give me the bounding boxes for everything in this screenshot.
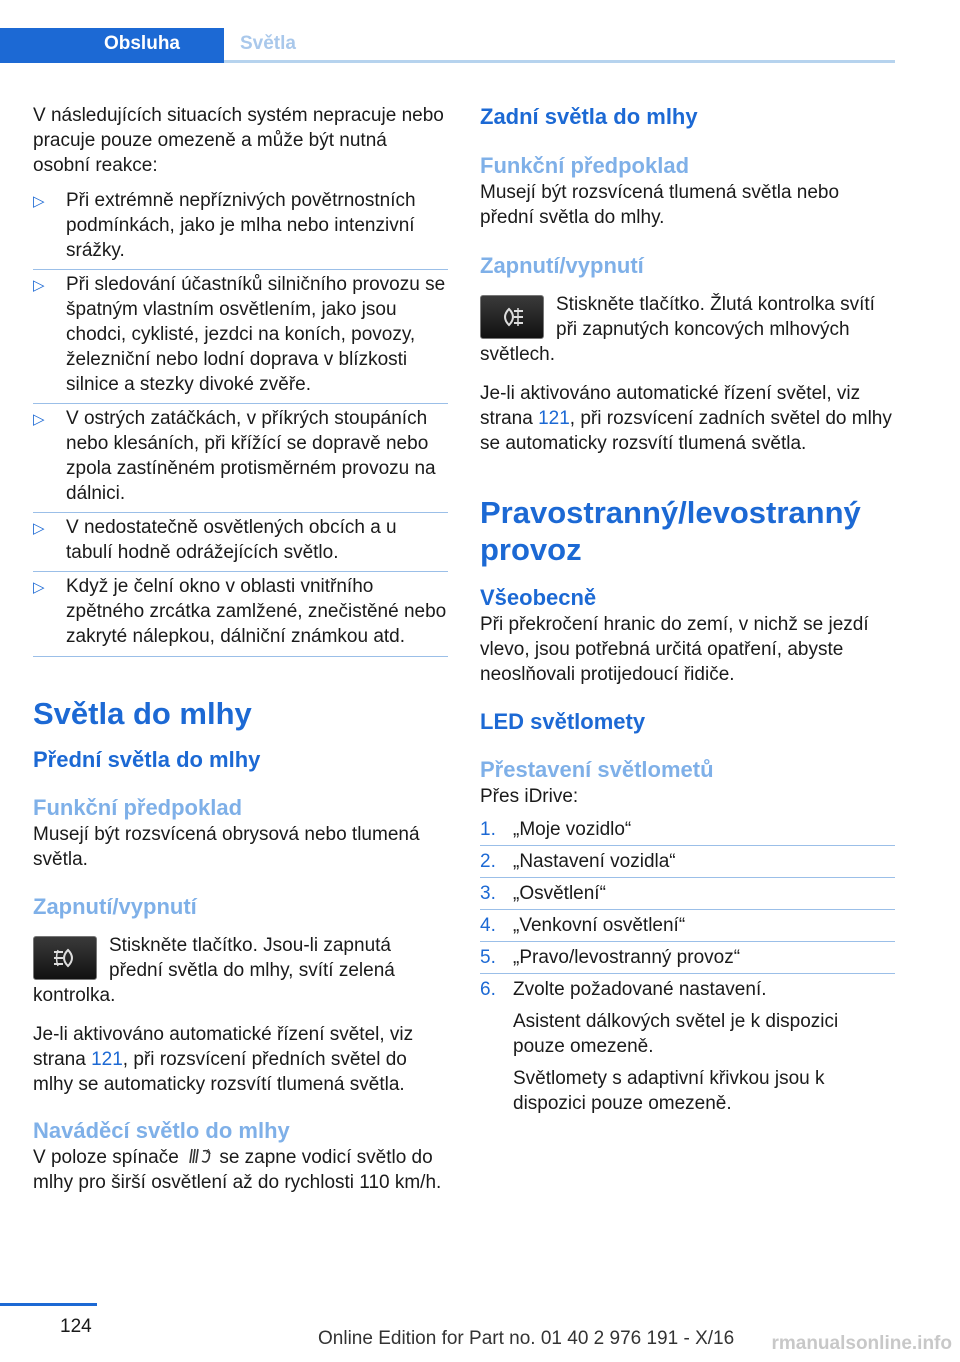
page-number: 124 — [60, 1316, 92, 1337]
footer-rule — [0, 1303, 97, 1306]
guide-light-text: V poloze spínače A se zapne vodicí světlo do mlhy pro širší osvětlení až do rychlosti 110 km/h. — [33, 1147, 442, 1193]
list-item: ▷ V ostrých zatáčkách, v příkrých stoupáních nebo klesáních, při křížící se dopravě nebo zpola zastíněném protisměrném provozu na dálnici. — [33, 404, 448, 513]
triangle-bullet-icon: ▷ — [33, 579, 45, 596]
heading-guide-light: Naváděcí světlo do mlhy — [33, 1118, 290, 1143]
onoff-front-text: Stiskněte tlačítko. Jsou-li zapnutá přední světla do mlhy, svítí zelená kontrolka. — [33, 935, 395, 1006]
triangle-bullet-icon: ▷ — [33, 411, 45, 428]
heading-onoff-front: Zapnutí/vypnutí — [33, 894, 197, 919]
note-high-beam: Asistent dálkových světel je k dispozici pouze omezeně. — [513, 1011, 839, 1057]
heading-front-fog: Přední světla do mlhy — [33, 747, 261, 772]
general-text: Při překročení hranic do zemí, v nichž se jezdí vlevo, jsou potřebná určitá opatření, abyste neoslňovali protijedoucí řidiče. — [480, 614, 869, 685]
heading-onoff-rear: Zapnutí/vypnutí — [480, 253, 644, 278]
edition-text: Online Edition for Part no. 01 40 2 976 191 - X/16 — [318, 1328, 735, 1349]
heading-adjust: Přestavení světlometů — [480, 757, 714, 782]
watermark: rmanualsonline.info — [771, 1333, 952, 1354]
triangle-bullet-icon: ▷ — [33, 520, 45, 537]
heading-rear-fog: Zadní světla do mlhy — [480, 104, 698, 129]
right-column — [480, 103, 895, 1116]
idrive-text: Přes iDrive: — [480, 786, 579, 807]
page-link-121[interactable]: 121 — [538, 408, 570, 429]
auto-rear-text: Je-li aktivováno automatické řízení světel, viz strana 121, při rozsvícení zadních světel do mlhy se automaticky rozsvítí tlumená světla. — [480, 383, 892, 454]
intro-text: V následujících situacích systém nepracuje nebo pracuje pouze omezeně a může být nutná osobní reakce: — [33, 105, 444, 176]
prereq-front-text: Musejí být rozsvícená obrysová nebo tlumená světla. — [33, 824, 420, 870]
tab-svetla[interactable]: Světla — [240, 33, 296, 54]
tab-obsluha[interactable]: Obsluha — [0, 28, 224, 63]
prereq-rear-text: Musejí být rozsvícená tlumená světla nebo přední světla do mlhy. — [480, 182, 840, 228]
list-item: 5. „Pravo/levostranný provoz“ — [480, 942, 895, 974]
triangle-bullet-icon: ▷ — [33, 193, 45, 210]
list-item: 4. „Venkovní osvětlení“ — [480, 910, 895, 942]
list-item: 6. Zvolte požadované nastavení. — [480, 979, 767, 1000]
heading-led: LED světlomety — [480, 709, 646, 734]
limitation-list — [33, 186, 448, 657]
list-item: 2. „Nastavení vozidla“ — [480, 846, 895, 878]
list-item: ▷ Když je čelní okno v oblasti vnitřního zpětného zrcátka zamlžené, znečistěné nebo zakryté nálepkou, dálniční známkou atd. — [33, 572, 448, 657]
list-item: ▷ V nedostatečně osvětlených obcích a u tabulí hodně odrážejících světlo. — [33, 513, 448, 572]
page-link-121[interactable]: 121 — [91, 1049, 123, 1070]
front-fog-light-icon — [34, 937, 96, 979]
section-title-traffic-side: Pravostranný/levostranný provoz — [480, 495, 861, 567]
onoff-rear-text: Stiskněte tlačítko. Žlutá kontrolka svítí při zapnutých koncových mlhových světlech. — [480, 294, 875, 365]
heading-prereq-front: Funkční předpoklad — [33, 795, 243, 820]
list-item: 3. „Osvětlení“ — [480, 878, 895, 910]
triangle-bullet-icon: ▷ — [33, 277, 45, 294]
rear-fog-light-icon — [481, 296, 543, 338]
list-item: 1. „Moje vozidlo“ — [480, 814, 895, 846]
light-switch-icon — [184, 1146, 214, 1166]
svg-text:A: A — [206, 1148, 211, 1156]
left-column — [33, 103, 448, 1195]
heading-prereq-rear: Funkční předpoklad — [480, 153, 690, 178]
steps-list — [480, 814, 895, 1006]
rear-fog-button-image — [480, 295, 544, 339]
note-adaptive: Světlomety s adaptivní křivkou jsou k dispozici pouze omezeně. — [513, 1068, 825, 1114]
list-item: ▷ Při extrémně nepříznivých povětrnostních podmínkách, jako je mlha nebo intenzivní srážky. — [33, 186, 448, 270]
heading-general: Všeobecně — [480, 585, 597, 610]
front-fog-button-image — [33, 936, 97, 980]
list-item: ▷ Při sledování účastníků silničního provozu se špatným vlastním osvětlením, jako jsou chodci, cyklisté, jezdci na koních, povozy, železniční nebo lodní doprava v blízkosti silnice a stezky divoké zvěře. — [33, 270, 448, 404]
auto-front-text: Je-li aktivováno automatické řízení světel, viz strana 121, při rozsvícení předních světel do mlhy se automaticky rozsvítí tlumená světla. — [33, 1024, 414, 1095]
section-title-fog-lights: Světla do mlhy — [33, 696, 252, 731]
